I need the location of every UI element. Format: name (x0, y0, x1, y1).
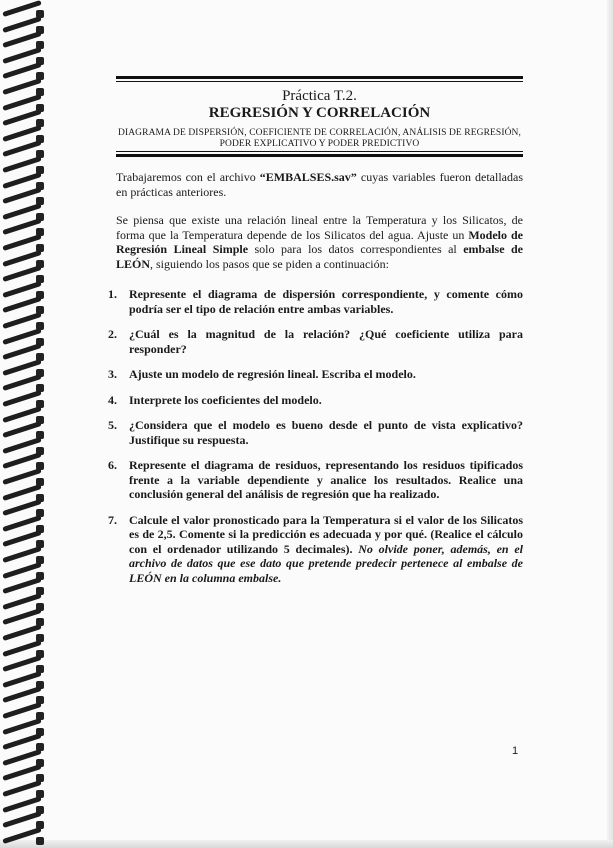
task-item (108, 458, 523, 502)
task-text: Calcule el valor pronosticado para la Temperatura si el valor de los Silicatos es de 2,5. Comente si la predicción es adecuada y por qué. (Realice el cálculo con el ordenador utilizando 5 decimales). (129, 512, 523, 556)
spiral-binding (0, 0, 52, 848)
document-body (108, 170, 524, 585)
task-item (108, 418, 523, 447)
header-bottom-rule (116, 154, 523, 157)
task-number: 4. (108, 392, 117, 407)
task-item (108, 327, 523, 356)
reservoir-name: embalse de LEÓN (116, 242, 524, 271)
task-note: No olvide poner, además, en el archivo de datos que ese dato que pretende predecir pertenece al embalse de LEÓN en la columna embalse. (129, 541, 523, 585)
page-edge (607, 0, 613, 848)
task-number: 7. (108, 512, 117, 527)
binding-hole (36, 837, 44, 845)
intro-paragraph-2 (116, 213, 523, 271)
task-text: Represente el diagrama de residuos, representando los residuos tipificados frente a la variable dependiente y analice los resultados. Realice una conclusión general del análisis de regresión que ha realizado. (129, 458, 523, 501)
subtitle-line-1: DIAGRAMA DE DISPERSIÓN, COEFICIENTE DE CORRELACIÓN, ANÁLISIS DE REGRESIÓN, (118, 128, 521, 138)
main-title: REGRESIÓN Y CORRELACIÓN (208, 105, 431, 121)
task-number: 3. (108, 367, 117, 381)
task-list (108, 287, 523, 585)
task-text: Represente el diagrama de dispersión correspondiente, y comente cómo podría ser el tipo de relación entre ambas variables. (129, 287, 523, 316)
subtitle (116, 128, 523, 150)
intro-text: Trabajaremos con el archivo (116, 170, 260, 184)
task-number: 6. (108, 458, 117, 472)
page-bottom-edge (0, 840, 613, 848)
intro-text-end: cuyas variables fueron detalladas en prácticas anteriores. (116, 170, 523, 199)
header-top-rule (116, 76, 523, 79)
intro-paragraph-1 (116, 170, 523, 199)
task-number: 2. (108, 327, 117, 341)
model-name: Modelo de Regresión Lineal Simple (116, 227, 523, 256)
page-number: 1 (512, 745, 519, 757)
task-text: Ajuste un modelo de regresión lineal. Escriba el modelo. (129, 367, 416, 381)
task-number: 1. (108, 287, 117, 301)
file-name: “EMBALSES.sav” (259, 170, 357, 184)
intro2-text-a: Se piensa que existe una relación lineal entre la Temperatura y los Silicatos, de forma que la Temperatura depende de los Silicatos del agua. Ajuste un (116, 213, 523, 242)
task-item (108, 367, 523, 382)
header-bottom-rules (116, 151, 523, 157)
subtitle-line-2: PODER EXPLICATIVO Y PODER PREDICTIVO (219, 139, 420, 149)
header-top-rule-thin (116, 81, 523, 82)
intro2-text-c: , siguiendo los pasos que se piden a continuación: (150, 256, 389, 271)
task-text: ¿Cuál es la magnitud de la relación? ¿Qué coeficiente utiliza para responder? (129, 327, 523, 356)
intro2-text-b: solo para los datos correspondientes al (248, 242, 464, 256)
practice-title: Práctica T.2. (282, 88, 357, 104)
header-bottom-rule-thin (116, 151, 523, 152)
task-text: ¿Considera que el modelo es bueno desde el punto de vista explicativo? Justifique su respuesta. (129, 418, 523, 447)
task-item (108, 287, 523, 316)
task-item (108, 392, 523, 408)
task-item (108, 512, 523, 586)
task-number: 5. (108, 418, 117, 432)
document-header (116, 76, 523, 157)
task-text: Interprete los coeficientes del modelo. (129, 392, 322, 407)
